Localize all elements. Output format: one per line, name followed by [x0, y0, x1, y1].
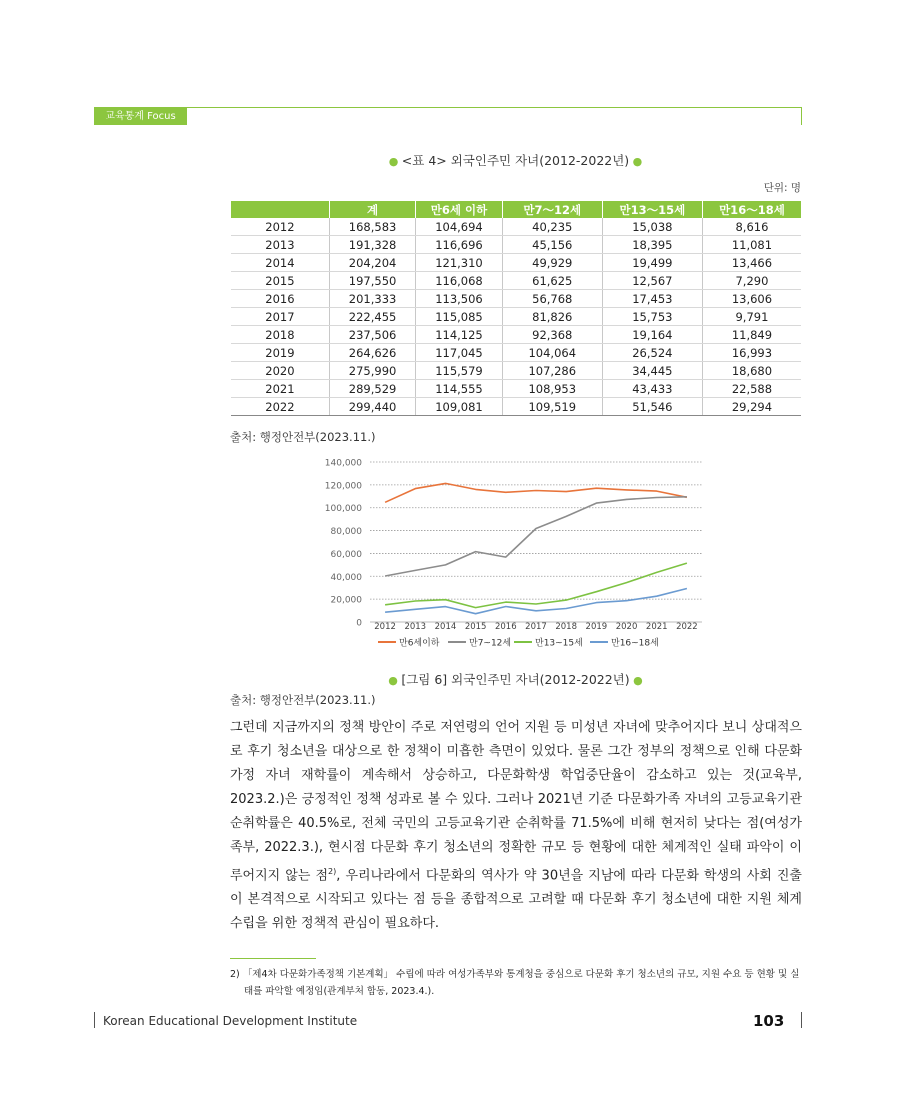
table-caption-text: <표 4> 외국인주민 자녀(2012-2022년): [401, 153, 630, 168]
table-cell: 11,849: [702, 326, 801, 344]
page-number: 103: [753, 1012, 785, 1030]
table-caption: [230, 151, 801, 169]
table-cell: 299,440: [329, 398, 415, 416]
table-row: [231, 380, 801, 398]
table-cell: 204,204: [329, 254, 415, 272]
table-cell: 264,626: [329, 344, 415, 362]
section-tab: 교육통계 Focus: [94, 108, 187, 125]
table-cell: 168,583: [329, 218, 415, 236]
data-table: [231, 201, 801, 416]
table-cell: 104,064: [502, 344, 602, 362]
table-body: [231, 218, 801, 416]
footer-divider-left: [94, 1012, 95, 1028]
table-cell: 7,290: [702, 272, 801, 290]
table-cell: 108,953: [502, 380, 602, 398]
table-cell: 43,433: [602, 380, 702, 398]
body-text-part1: 그런데 지금까지의 정책 방안이 주로 저연령의 언어 지원 등 미성년 자녀에 맞추어지다 보니 상대적으로 후기 청소년을 대상으로 한 정책이 미흡한 측면이 있었다. 물론 그간 정부의 정책으로 인해 다문화가정 자녀 재학률이 계속해서 상승하고, 다문화학생 학업중단율이 감소하고 있는 것(교육부, 2023.2.)은 긍정적인 정책 성과로 볼 수 있다. 그러나 2021년 기준 다문화가족 자녀의 고등교육기관 순취학률은 40.5%로, 전체 국민의 고등교육기관 순취학률 71.5%에 비해 현저히 낮다는 점(여성가족부, 2022.3.), 현시점 다문화 후기 청소년의 정확한 규모 등 현황에 대한 체계적인 실태 파악이 이루어지지 않는 점: [230, 720, 802, 884]
caption-bullet-right: ●: [629, 155, 643, 168]
y-tick-label: 20,000: [330, 595, 362, 606]
table-cell: 13,466: [702, 254, 801, 272]
table-row: [231, 308, 801, 326]
table-cell: 40,235: [502, 218, 602, 236]
table-cell: 2012: [231, 218, 329, 236]
table-cell: 16,993: [702, 344, 801, 362]
table-cell: 49,929: [502, 254, 602, 272]
table-cell: 237,506: [329, 326, 415, 344]
table-cell: 2020: [231, 362, 329, 380]
table-row: [231, 254, 801, 272]
table-cell: 81,826: [502, 308, 602, 326]
x-tick-label: 2015: [464, 622, 487, 632]
table-cell: 22,588: [702, 380, 801, 398]
table-cell: 34,445: [602, 362, 702, 380]
footnote: 2) 「제4차 다문화가족정책 기본계획」 수립에 따라 여성가족부와 통계청을 중심으로 다문화 후기 청소년의 규모, 지원 수요 등 현황 및 실태를 파악할 예정임(관계부처 합동, 2023.4.).: [230, 969, 800, 997]
table-header-cell: 만16～18세: [702, 201, 801, 218]
table-cell: 17,453: [602, 290, 702, 308]
section-header: [94, 107, 802, 125]
y-tick-label: 140,000: [324, 458, 362, 469]
body-paragraph: [230, 716, 802, 936]
caption-bullet-left: ●: [388, 155, 402, 168]
table-cell: 61,625: [502, 272, 602, 290]
legend-label: 만6세이하: [399, 638, 440, 649]
table-cell: 191,328: [329, 236, 415, 254]
y-tick-label: 100,000: [324, 504, 362, 515]
y-tick-label: 40,000: [330, 572, 362, 583]
table-header-cell: 만13～15세: [602, 201, 702, 218]
legend-label: 만7~12세: [469, 638, 512, 649]
table-cell: 51,546: [602, 398, 702, 416]
table-cell: 2016: [231, 290, 329, 308]
table-cell: 104,694: [416, 218, 502, 236]
table-cell: 2021: [231, 380, 329, 398]
table-cell: 107,286: [502, 362, 602, 380]
table-header-cell: 만6세 이하: [416, 201, 502, 218]
table-cell: 12,567: [602, 272, 702, 290]
table-cell: 15,753: [602, 308, 702, 326]
footnote-divider: [230, 958, 316, 959]
table-cell: 121,310: [416, 254, 502, 272]
table-row: [231, 326, 801, 344]
x-tick-label: 2013: [404, 622, 427, 632]
y-tick-label: 0: [356, 618, 362, 629]
caption-bullet-right: ●: [629, 674, 643, 687]
table-cell: 2018: [231, 326, 329, 344]
table-cell: 18,680: [702, 362, 801, 380]
table-cell: 2014: [231, 254, 329, 272]
body-text-part2: , 우리나라에서 다문화의 역사가 약 30년을 지남에 따라 다문화 학생의 사회 진출이 본격적으로 시작되고 있다는 점 등을 종합적으로 고려할 때 다문화 후기 청소년에 대한 지원 체계 수립을 위한 정책적 관심이 필요하다.: [230, 868, 802, 932]
figure-source: 출처: 행정안전부(2023.11.): [230, 693, 376, 707]
table-row: [231, 344, 801, 362]
x-tick-label: 2019: [585, 622, 608, 632]
x-tick-label: 2014: [434, 622, 457, 632]
table-unit: 단위: 명: [763, 182, 801, 194]
footer-institute: Korean Educational Development Institute: [103, 1014, 358, 1028]
table-cell: 18,395: [602, 236, 702, 254]
table-cell: 2017: [231, 308, 329, 326]
table-cell: 26,524: [602, 344, 702, 362]
table-source: 출처: 행정안전부(2023.11.): [230, 430, 376, 444]
table-cell: 275,990: [329, 362, 415, 380]
y-tick-label: 120,000: [324, 481, 362, 492]
y-tick-label: 80,000: [330, 527, 362, 538]
series-line: [385, 563, 687, 608]
table-row: [231, 398, 801, 416]
table-row: [231, 362, 801, 380]
table-header-cell: 만7～12세: [502, 201, 602, 218]
table-cell: 114,555: [416, 380, 502, 398]
table-header-row: [231, 201, 801, 218]
table-cell: 19,164: [602, 326, 702, 344]
table-cell: 109,519: [502, 398, 602, 416]
table-cell: 2022: [231, 398, 329, 416]
x-tick-label: 2018: [555, 622, 578, 632]
table-cell: 113,506: [416, 290, 502, 308]
table-row: [231, 290, 801, 308]
figure-caption-text: [그림 6] 외국인주민 자녀(2012-2022년): [401, 672, 630, 687]
table-cell: 8,616: [702, 218, 801, 236]
footnote-ref: 2): [328, 867, 337, 876]
table-cell: 116,068: [416, 272, 502, 290]
table-cell: 9,791: [702, 308, 801, 326]
table-header-cell: [231, 201, 329, 218]
table-cell: 2013: [231, 236, 329, 254]
table-cell: 29,294: [702, 398, 801, 416]
table-row: [231, 218, 801, 236]
series-line: [385, 483, 687, 502]
x-tick-label: 2022: [676, 622, 698, 632]
x-tick-label: 2016: [494, 622, 517, 632]
table-cell: 2015: [231, 272, 329, 290]
table-cell: 45,156: [502, 236, 602, 254]
table-row: [231, 272, 801, 290]
series-line: [385, 497, 687, 576]
footer-divider-right: [801, 1012, 802, 1028]
table-cell: 92,368: [502, 326, 602, 344]
table-cell: 197,550: [329, 272, 415, 290]
table-cell: 115,085: [416, 308, 502, 326]
caption-bullet-left: ●: [388, 674, 402, 687]
legend-label: 만16~18세: [611, 638, 659, 649]
x-tick-label: 2020: [615, 622, 638, 632]
legend-label: 만13~15세: [535, 638, 583, 649]
line-chart: [320, 452, 720, 657]
table-cell: 11,081: [702, 236, 801, 254]
table-cell: 15,038: [602, 218, 702, 236]
table-cell: 56,768: [502, 290, 602, 308]
table-cell: 13,606: [702, 290, 801, 308]
y-tick-label: 60,000: [330, 549, 362, 560]
table-cell: 19,499: [602, 254, 702, 272]
table-cell: 116,696: [416, 236, 502, 254]
table-cell: 109,081: [416, 398, 502, 416]
table-cell: 115,579: [416, 362, 502, 380]
table-header-cell: 계: [329, 201, 415, 218]
table-cell: 289,529: [329, 380, 415, 398]
x-tick-label: 2021: [645, 622, 668, 632]
table-row: [231, 236, 801, 254]
x-tick-label: 2017: [525, 622, 547, 632]
table-cell: 201,333: [329, 290, 415, 308]
table-cell: 222,455: [329, 308, 415, 326]
figure-caption: [230, 670, 801, 688]
table-cell: 117,045: [416, 344, 502, 362]
table-cell: 2019: [231, 344, 329, 362]
x-tick-label: 2012: [374, 622, 396, 632]
table-cell: 114,125: [416, 326, 502, 344]
